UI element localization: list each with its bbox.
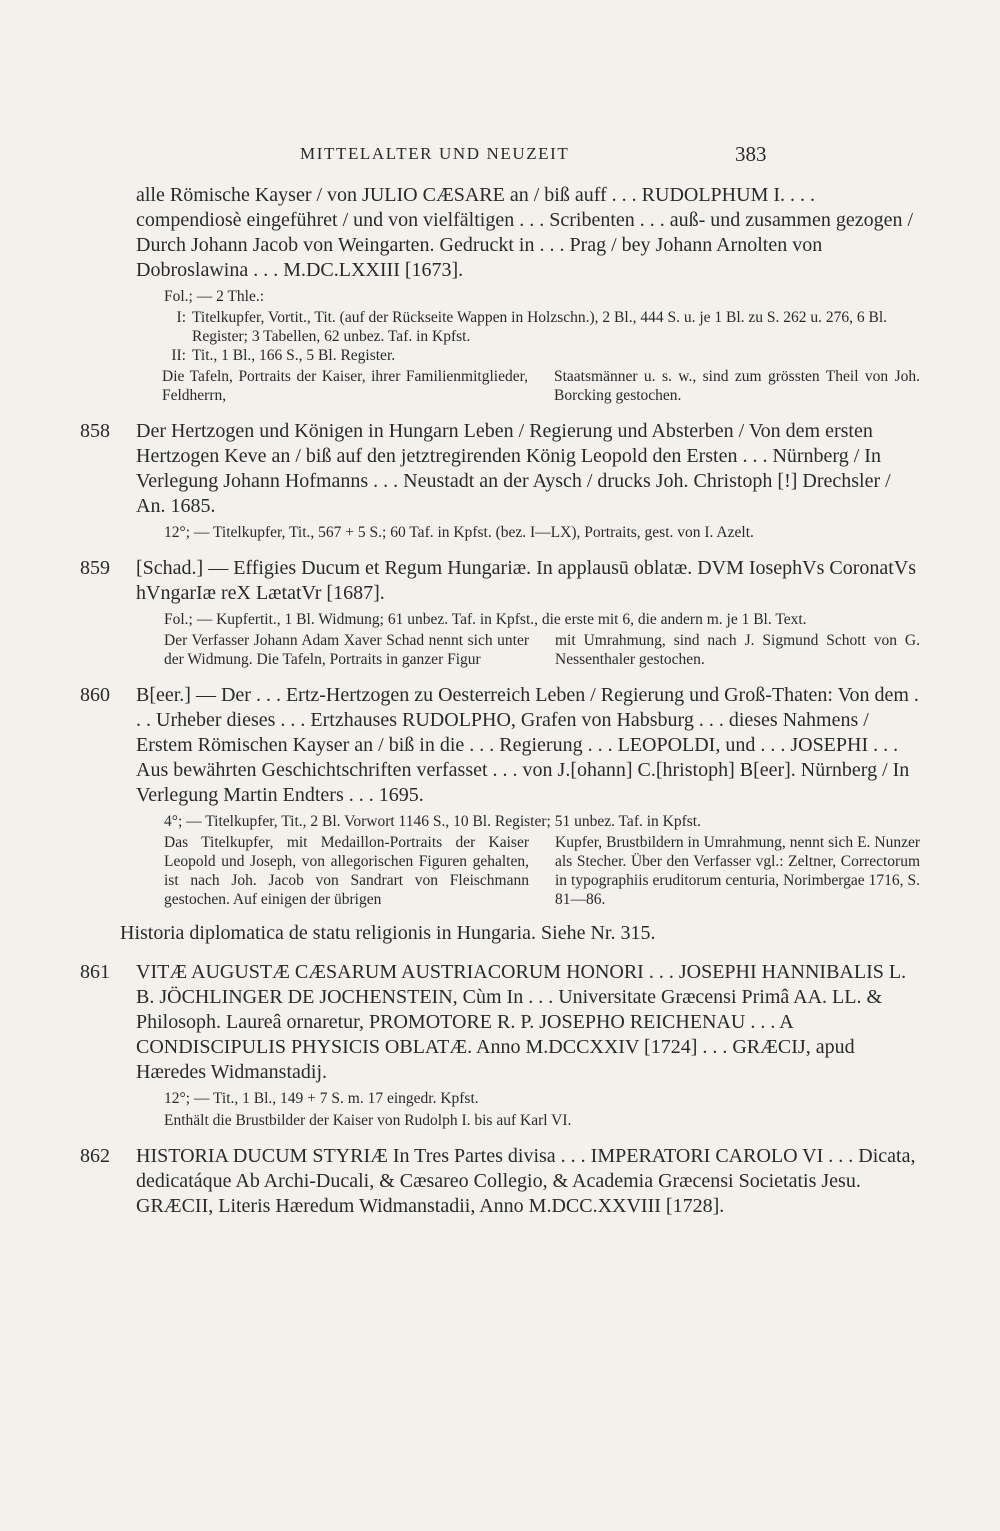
part-label: I: bbox=[176, 309, 186, 326]
catalog-entry bbox=[80, 683, 920, 909]
part-row bbox=[162, 346, 920, 365]
catalog-entry bbox=[80, 1144, 920, 1219]
cross-reference: Historia diplomatica de statu religionis in Hungaria. Siehe Nr. 315. bbox=[120, 922, 656, 944]
entry-number: 861 bbox=[80, 961, 110, 983]
catalog-entry bbox=[80, 556, 920, 669]
entry-main-text: HISTORIA DUCUM STYRIÆ In Tres Partes divisa . . . IMPERATORI CAROLO VI . . . Dicata, dedicatáque Ab Archi-Ducali, & Cæsareo Collegio, & Academia Græcensi Societatis Jesu. GRÆCII, Literis Hæredum Widmanstadii, Anno M.DCC.XXVIII [1728]. bbox=[136, 1145, 916, 1217]
entry-number: 862 bbox=[80, 1145, 110, 1167]
entry-main-text: B[eer.] — Der . . . Ertz-Hertzogen zu Oesterreich Leben / Regierung und Groß-Thaten: Von dem . . . Urheber dieses . . . Ertzhauses RUDOLPHO, Grafen von Habsburg . . . dieses Nahmens / Erstem Römischen Kayser an / biß in die . . . Regierung . . . LEOPOLDI, und . . . JOSEPHI . . . Aus bewährten Geschichtschriften verfasset . . . von J.[ohann] C.[hristoph] B[eer]. Nürnberg / In Verlegung Martin Endters . . . 1695. bbox=[136, 684, 919, 806]
entry-collation: Fol.; — 2 Thle.: bbox=[164, 288, 265, 305]
entry-note bbox=[164, 833, 920, 909]
entry-collation: 12°; — Tit., 1 Bl., 149 + 7 S. m. 17 eingedr. Kpfst. bbox=[164, 1090, 479, 1107]
entry-main-text: alle Römische Kayser / von JULIO CÆSARE an / biß auff . . . RUDOLPHUM I. . . . compendiosè eingeführet / und von vielfältigen . . . Scribenten . . . auß- und zusammen gezogen / Durch Johann Jacob von Weingarten. Gedruckt in . . . Prag / bey Johann Arnolten von Dobroslawina . . . M.DC.LXXIII [1673]. bbox=[136, 184, 914, 281]
entry-collation: 4°; — Titelkupfer, Tit., 2 Bl. Vorwort 1146 S., 10 Bl. Register; 51 unbez. Taf. in Kpfst. bbox=[164, 813, 701, 830]
entry-number: 859 bbox=[80, 557, 110, 579]
part-text: Tit., 1 Bl., 166 S., 5 Bl. Register. bbox=[192, 347, 396, 364]
catalog-entry bbox=[80, 419, 920, 542]
part-text: Titelkupfer, Vortit., Tit. (auf der Rückseite Wappen in Holzschn.), 2 Bl., 444 S. u. je 1 Bl. zu S. 262 u. 276, 6 Bl. Register; 3 Tabellen, 62 unbez. Taf. in Kpfst. bbox=[192, 309, 888, 345]
entry-number: 858 bbox=[80, 420, 110, 442]
note-right-column: mit Umrahmung, sind nach J. Sigmund Schott von G. Nessenthaler gestochen. bbox=[555, 632, 920, 668]
entry-main-text: VITÆ AUGUSTÆ CÆSARUM AUSTRIACORUM HONORI . . . JOSEPHI HANNIBALIS L. B. JÖCHLINGER DE JOCHENSTEIN, Cùm In . . . Universitate Græcensi Primâ AA. LL. & Philosoph. Laureâ ornaretur, PROMOTORE R. P. JOSEPHO REICHENAU . . . A CONDISCIPULIS PHYSICIS OBLATÆ. Anno M.DCCXXIV [1724] . . . GRÆCIJ, apud Hæredes Widmanstadij. bbox=[136, 961, 907, 1083]
note-right-column: Kupfer, Brustbildern in Umrahmung, nennt sich E. Nunzer als Stecher. Über den Verfasser vgl.: Zeltner, Correctorum in typographiis eruditorum centuria, Norimbergae 1716, S. 81—86. bbox=[555, 834, 920, 908]
entry-main-text: [Schad.] — Effigies Ducum et Regum Hungariæ. In applausū oblatæ. DVM IosephVs CoronatVs hVngarIæ reX LætatVr [1687]. bbox=[136, 557, 917, 604]
entry-note: Enthält die Brustbilder der Kaiser von Rudolph I. bis auf Karl VI. bbox=[164, 1112, 572, 1129]
part-row bbox=[162, 308, 920, 346]
entry-note bbox=[162, 367, 920, 405]
entry-number: 860 bbox=[80, 684, 110, 706]
entry-collation: 12°; — Titelkupfer, Tit., 567 + 5 S.; 60 Taf. in Kpfst. (bez. I—LX), Portraits, gest. von I. Azelt. bbox=[164, 524, 754, 541]
page-number: 383 bbox=[735, 142, 767, 166]
note-left-column: Die Tafeln, Portraits der Kaiser, ihrer Familienmitglieder, Feldherrn, bbox=[162, 368, 528, 404]
entry-parts bbox=[162, 308, 920, 405]
catalog-entry bbox=[80, 960, 920, 1130]
page-content bbox=[80, 183, 920, 1219]
continued-entry bbox=[80, 183, 920, 405]
note-left-column: Der Verfasser Johann Adam Xaver Schad nennt sich unter der Widmung. Die Tafeln, Portraits in ganzer Figur bbox=[164, 632, 529, 668]
entry-collation: Fol.; — Kupfertit., 1 Bl. Widmung; 61 unbez. Taf. in Kpfst., die erste mit 6, die andern m. je 1 Bl. Text. bbox=[164, 611, 807, 628]
part-label: II: bbox=[171, 347, 186, 364]
note-left-column: Das Titelkupfer, mit Medaillon-Portraits der Kaiser Leopold und Joseph, von allegorischen Figuren gehalten, ist nach Joh. Jacob von Sandrart von Fleischmann gestochen. Auf einigen der übrigen bbox=[164, 834, 529, 908]
entry-note bbox=[164, 631, 920, 669]
running-head: MITTELALTER UND NEUZEIT bbox=[300, 144, 570, 163]
page-header bbox=[0, 142, 1000, 172]
entry-main-text: Der Hertzogen und Königen in Hungarn Leben / Regierung und Absterben / Von dem ersten Hertzogen Keve an / biß auf den jetztregirenden König Leopold den Ersten . . . Nürnberg / In Verlegung Johann Hofmanns . . . Neustadt an der Aysch / drucks Joh. Christoph [!] Drechsler / An. 1685. bbox=[136, 420, 891, 517]
note-right-column: Staatsmänner u. s. w., sind zum grössten Theil von Joh. Borcking gestochen. bbox=[554, 368, 920, 404]
